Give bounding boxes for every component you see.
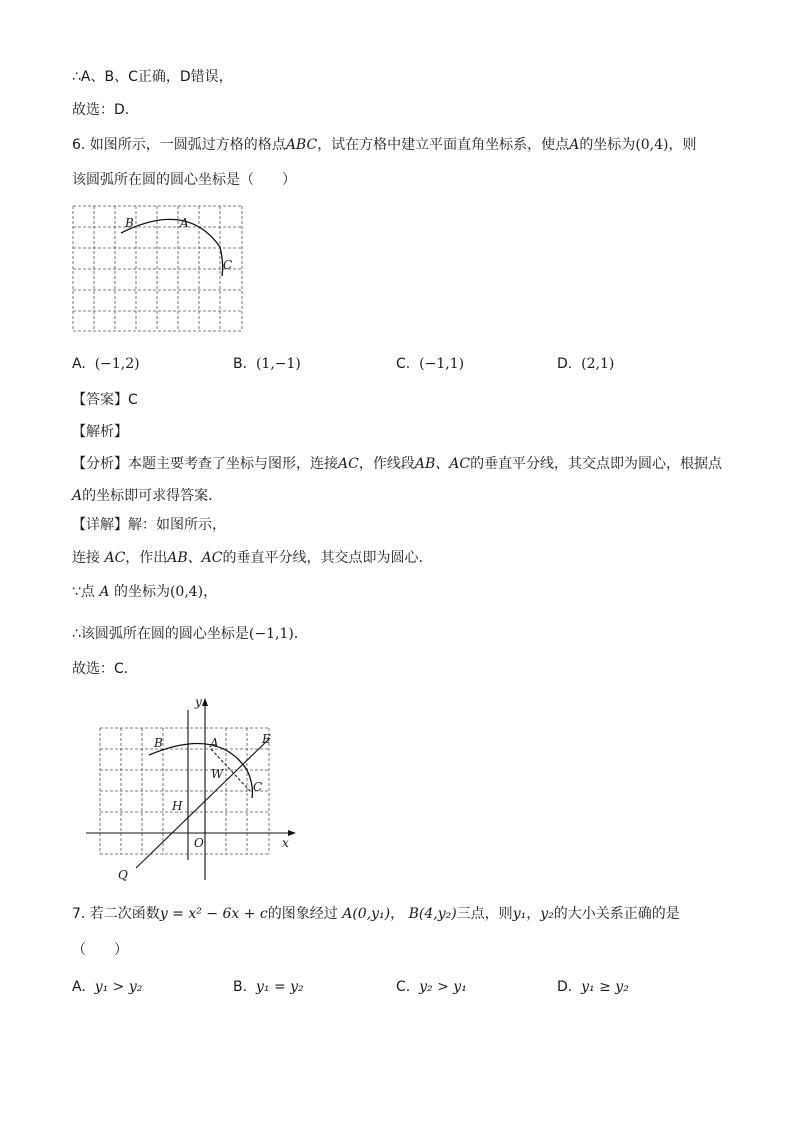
label-o: O — [194, 836, 204, 850]
q6-option-a — [72, 355, 140, 373]
q7-option-a-letter: A. — [72, 979, 86, 995]
label-c2: C — [253, 780, 263, 794]
q6-text-c: 的坐标为 — [579, 137, 636, 153]
q7-option-c-letter: C. — [396, 979, 411, 995]
q7-option-b — [233, 978, 304, 996]
q6-option-c-value: (−1,1) — [419, 356, 465, 372]
question-6-line-1 — [72, 136, 697, 154]
because-point-a: A — [99, 584, 110, 600]
label-b2: B — [154, 736, 163, 750]
solution-grid — [100, 728, 269, 854]
q6-option-d-letter: D. — [557, 356, 573, 372]
arc-grid-figure — [72, 205, 244, 333]
conclusion-text: ∴A、B、C正确，D错误， — [72, 69, 233, 85]
answer-line — [72, 391, 138, 409]
label-a: A — [180, 216, 189, 230]
therefore-text-a: ∴该圆弧所在圆的圆心坐标是 — [72, 626, 249, 642]
q7-option-c-value: y₂ > y₁ — [419, 979, 467, 995]
jiexi-line — [72, 423, 128, 441]
q6-abc: ABC — [285, 137, 318, 153]
q6-option-b — [233, 355, 301, 373]
q7-option-b-letter: B. — [233, 979, 248, 995]
label-q: Q — [118, 868, 128, 882]
analysis-text-d: 的坐标即可求得答案． — [82, 488, 223, 504]
label-e: E — [262, 732, 271, 746]
q7-point-b: B(4,y₂) — [408, 906, 457, 922]
q6-option-b-letter: B. — [233, 356, 248, 372]
conclusion-line — [72, 68, 233, 86]
jiexi-text: 【解析】 — [72, 424, 128, 440]
analysis-text-b: ，作线段 — [358, 456, 415, 472]
detail-line — [72, 516, 226, 534]
choose-d-text: 故选：D． — [72, 102, 139, 118]
question-7-line-2 — [72, 941, 128, 959]
analysis-line-1 — [72, 455, 722, 473]
analysis-text-c: 的垂直平分线，其交点即为圆心，根据点 — [470, 456, 723, 472]
y-axis-arrow — [202, 698, 208, 706]
label-x: x — [282, 836, 289, 850]
label-y: y — [195, 695, 202, 709]
q7-option-a — [72, 978, 142, 996]
solution-figure — [84, 690, 304, 882]
q6-text-e: 该圆弧所在圆的圆心坐标是（ ） — [72, 172, 296, 188]
q7-text-e: （ ） — [72, 942, 128, 958]
answer-text: 【答案】C — [72, 392, 138, 408]
q6-text-a: 6. 如图所示，一圆弧过方格的格点 — [72, 137, 286, 153]
because-text-a: ∵点 — [72, 584, 95, 600]
q6-option-d-value: (2,1) — [581, 356, 615, 372]
q6-point-a: A — [569, 137, 580, 153]
q7-option-d-value: y₁ ≥ y₂ — [581, 979, 629, 995]
q7-text-b: 的图象经过 — [267, 906, 338, 922]
connect-line — [72, 549, 433, 567]
q7-option-d — [557, 978, 629, 996]
question-6-line-2 — [72, 171, 296, 189]
label-w: W — [211, 767, 224, 781]
because-text-b: 的坐标为 — [113, 584, 170, 600]
therefore-centre: (−1,1) — [248, 626, 294, 642]
q6-coord-a: (0,4) — [635, 137, 669, 153]
connect-text-b: ，作出 — [125, 550, 168, 566]
detail-text: 【详解】解：如图所示， — [72, 517, 226, 533]
choose-c-line — [72, 660, 138, 678]
q6-option-a-value: (−1,2) — [94, 356, 140, 372]
q7-option-c — [396, 978, 467, 996]
q7-point-a: A(0,y₁) — [342, 906, 391, 922]
therefore-line — [72, 625, 308, 643]
label-h: H — [172, 799, 183, 813]
label-a2: A — [210, 736, 219, 750]
q7-option-a-value: y₁ > y₂ — [94, 979, 143, 995]
connect-text-c: 的垂直平分线，其交点即为圆心． — [222, 550, 433, 566]
x-axis-arrow — [288, 830, 296, 836]
q6-option-b-value: (1,−1) — [255, 356, 301, 372]
q6-option-c — [396, 355, 464, 373]
grid-lines — [73, 206, 242, 331]
q7-text-d: 的大小关系正确的是 — [553, 906, 680, 922]
q6-option-a-letter: A. — [72, 356, 86, 372]
q6-text-d: ，则 — [668, 137, 697, 153]
q7-option-b-value: y₁ = y₂ — [255, 979, 304, 995]
analysis-text-a: 【分析】本题主要考查了坐标与图形，连接 — [72, 456, 338, 472]
because-line — [72, 583, 217, 601]
q7-text-c: 三点，则 — [456, 906, 513, 922]
question-7-line-1: 7. 若二次函数y = x² − 6x + c的图象经过 A(0,y₁)， B(4,y₂)三点，则y₁，y₂的大小关系正确的是 — [72, 906, 680, 922]
therefore-text-b: ． — [293, 626, 308, 642]
q7-function: y = x² − 6x + c — [159, 906, 268, 922]
q7-y1: y₁ — [512, 906, 527, 922]
connect-ab-ac: AB、AC — [167, 550, 223, 566]
label-c: C — [223, 258, 233, 272]
analysis-ab-ac: AB、AC — [414, 456, 471, 472]
q7-y2: y₂ — [540, 906, 554, 922]
analysis-point-a: A — [72, 488, 83, 504]
choose-d-line — [72, 101, 139, 119]
because-coord: (0,4) — [169, 584, 204, 600]
q6-text-b: ，试在方格中建立平面直角坐标系，使点 — [317, 137, 570, 153]
q7-text-a: 7. 若二次函数 — [72, 906, 160, 922]
because-text-c: ， — [203, 584, 218, 600]
q6-option-d — [557, 355, 614, 373]
choose-c-text: 故选：C． — [72, 661, 138, 677]
connect-ac: AC — [104, 550, 126, 566]
q7-option-d-letter: D. — [557, 979, 573, 995]
analysis-ac: AC — [338, 456, 359, 472]
label-b: B — [125, 216, 134, 230]
q6-option-c-letter: C. — [396, 356, 411, 372]
analysis-line-2 — [72, 487, 222, 505]
connect-text-a: 连接 — [72, 550, 100, 566]
